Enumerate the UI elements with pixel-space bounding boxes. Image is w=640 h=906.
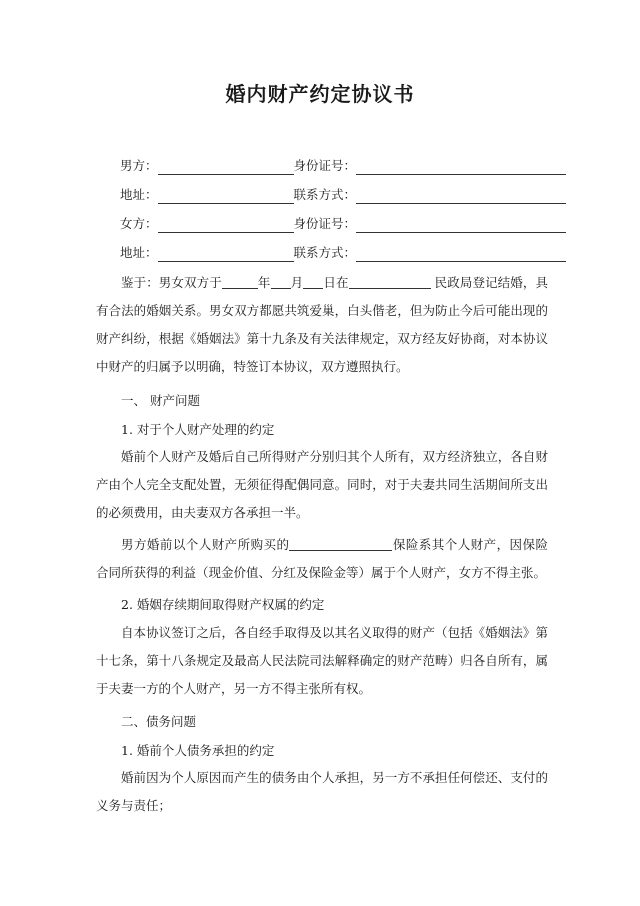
wife-contact-blank[interactable]: [356, 248, 566, 262]
section-2-heading: 二、债务问题: [121, 714, 197, 729]
wife-address-blank[interactable]: [158, 248, 294, 262]
section-1-sub-1: 1. 对于个人财产处理的约定: [121, 422, 275, 437]
husband-id-blank[interactable]: [356, 161, 566, 175]
month-label: 月: [290, 275, 304, 290]
husband-label: 男方：: [120, 158, 158, 173]
year-blank[interactable]: [222, 274, 258, 289]
husband-row: [120, 157, 566, 175]
wife-label: 女方：: [120, 216, 158, 231]
wife-id-label: 身份证号：: [293, 216, 357, 231]
preamble-text-2: 民政局登记结婚，具有合法的婚姻关系。男女双方都愿共筑爱巢，白头偕老，但为防止今后可能出现的财产纠纷，根据《婚姻法》第十九条及有关法律规定，双方经友好协商，对本协议中财产的归属予以明确，特签订本协议，双方遵照执行。: [96, 275, 548, 374]
husband-name-blank[interactable]: [158, 161, 294, 175]
section-2-sub-1: 1. 婚前个人债务承担的约定: [121, 743, 275, 758]
husband-contact-label: 联系方式：: [293, 187, 357, 202]
section-1-para-3: 自本协议签订之后，各自经手取得及以其名义取得的财产（包括《婚姻法》第十七条，第十八条规定及最高人民法院司法解释确定的财产范畴）归各自所有，属于夫妻一方的个人财产，另一方不得主张所有权。: [96, 625, 548, 696]
section-1-para-2: [96, 531, 548, 587]
preamble-text-1: 鉴于：男女双方于: [121, 275, 222, 290]
wife-row: [120, 215, 566, 233]
husband-id-label: 身份证号：: [293, 158, 357, 173]
wife-contact-label: 联系方式：: [293, 245, 357, 260]
month-blank[interactable]: [271, 274, 291, 289]
section-1-para-1: 婚前个人财产及婚后自己所得财产分别归其个人所有，双方经济独立，各自财产由个人完全支配处置，无须征得配偶同意。同时，对于夫妻共同生活期间所支出的必须费用，由夫妻双方各承担一半。: [96, 449, 548, 520]
husband-address-row: [120, 186, 566, 204]
registry-blank[interactable]: [349, 274, 431, 289]
year-label: 年: [257, 275, 271, 290]
wife-address-row: [120, 244, 566, 262]
insurance-blank[interactable]: [289, 536, 392, 551]
day-label: 日在: [323, 275, 349, 290]
day-blank[interactable]: [303, 274, 323, 289]
wife-name-blank[interactable]: [158, 219, 294, 233]
wife-address-label: 地址：: [120, 245, 158, 260]
section-1-para-2-b: 保险系其个人财产，因保险合同所获得的利益（现金价值、分红及保险金等）属于个人财产，女方不得主张。: [96, 537, 548, 580]
section-1-heading: 一、 财产问题: [121, 393, 200, 408]
husband-contact-blank[interactable]: [356, 190, 566, 204]
document-title: 婚内财产约定协议书: [225, 82, 415, 106]
section-1-para-2-a: 男方婚前以个人财产所购买的: [121, 537, 290, 552]
section-2-para-1: 婚前因为个人原因而产生的债务由个人承担，另一方不承担任何偿还、支付的义务与责任；: [96, 770, 548, 813]
section-1-sub-2: 2. 婚姻存续期间取得财产权属的约定: [121, 597, 325, 612]
husband-address-label: 地址：: [120, 187, 158, 202]
preamble-paragraph: [96, 269, 548, 381]
husband-address-blank[interactable]: [158, 190, 294, 204]
wife-id-blank[interactable]: [356, 219, 566, 233]
